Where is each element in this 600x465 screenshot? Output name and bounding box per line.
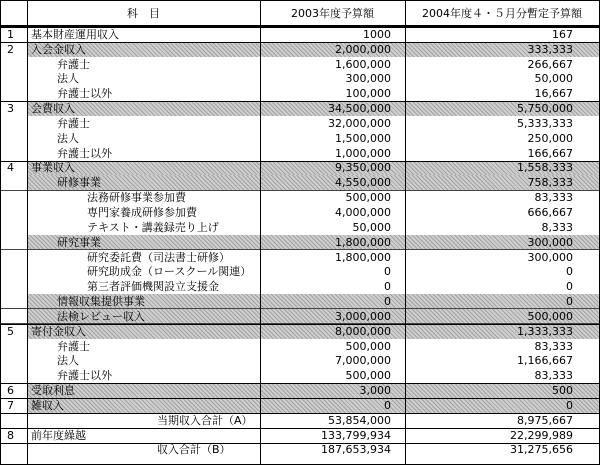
value-2003: 0 xyxy=(384,280,391,294)
value-2004: 83,333 xyxy=(534,339,573,353)
value-2003: 100,000 xyxy=(345,87,391,101)
row-label: 研究事業 xyxy=(27,235,260,250)
value-2003: 187,653,934 xyxy=(321,443,391,457)
row-divider xyxy=(1,383,599,384)
row-number xyxy=(1,279,27,294)
row-divider xyxy=(1,323,599,324)
value-2003: 1000 xyxy=(363,27,391,41)
row-label: 弁護士以外 xyxy=(57,87,112,101)
value-2004: 758,333 xyxy=(405,175,599,190)
row-label: 弁護士 xyxy=(57,116,90,130)
row-label: 法人 xyxy=(57,131,79,145)
table-row xyxy=(1,368,599,383)
value-2003: 7,000,000 xyxy=(335,354,391,368)
table-row xyxy=(1,205,599,220)
value-2003: 1,000,000 xyxy=(335,146,391,160)
row-label: 弁護士 xyxy=(57,339,90,353)
table-row xyxy=(1,72,599,87)
value-2004: 300,000 xyxy=(405,235,599,250)
row-divider xyxy=(1,190,599,191)
row-number xyxy=(1,205,27,220)
row-number: 8 xyxy=(7,428,14,442)
row-number: 2 xyxy=(7,42,14,56)
value-2004: 31,275,656 xyxy=(510,443,573,457)
value-2003: 300,000 xyxy=(345,72,391,86)
row-label: 前年度繰越 xyxy=(31,428,86,442)
row-number xyxy=(1,368,27,383)
value-2004: 167 xyxy=(552,27,573,41)
table-row xyxy=(1,324,599,339)
row-label: 研修事業 xyxy=(27,175,260,190)
row-number xyxy=(1,339,27,354)
row-label: 第三者評価機関設立支援金 xyxy=(87,280,219,294)
column-divider xyxy=(260,1,261,464)
row-number xyxy=(1,175,27,190)
value-2004: 1,166,667 xyxy=(517,354,573,368)
row-divider xyxy=(1,161,599,162)
column-divider xyxy=(405,1,406,464)
value-2003: 9,350,000 xyxy=(260,161,405,176)
value-2003: 3,000 xyxy=(260,383,405,398)
table-row xyxy=(1,86,599,101)
row-label: 弁護士以外 xyxy=(57,146,112,160)
row-number xyxy=(1,353,27,368)
value-2003: 2,000,000 xyxy=(260,42,405,57)
row-divider xyxy=(1,249,599,250)
value-2004: 16,667 xyxy=(534,87,573,101)
row-divider xyxy=(1,428,599,429)
value-2004: 166,667 xyxy=(527,146,573,160)
table-row xyxy=(1,57,599,72)
row-label: テキスト・講義録売り上げ xyxy=(87,220,219,234)
table-row xyxy=(1,42,599,57)
value-2003: 1,800,000 xyxy=(335,250,391,264)
value-2003: 3,000,000 xyxy=(260,309,405,324)
row-number xyxy=(1,264,27,279)
row-divider xyxy=(1,413,599,414)
row-label: 弁護士 xyxy=(57,57,90,71)
value-2004: 333,333 xyxy=(405,42,599,57)
table-row xyxy=(1,294,599,309)
value-2004: 83,333 xyxy=(534,191,573,205)
row-label: 基本財産運用収入 xyxy=(31,27,119,41)
table-row xyxy=(1,175,599,190)
row-number xyxy=(1,86,27,101)
row-label: 受取利息 xyxy=(27,383,260,398)
value-2003: 500,000 xyxy=(345,191,391,205)
value-2004: 500 xyxy=(405,383,599,398)
value-2003: 133,799,934 xyxy=(321,428,391,442)
row-number: 6 xyxy=(7,384,14,398)
value-2003: 50,000 xyxy=(352,220,391,234)
row-divider xyxy=(1,443,599,444)
value-2004: 50,000 xyxy=(534,72,573,86)
value-2004: 22,299,989 xyxy=(510,428,573,442)
value-2003: 500,000 xyxy=(345,339,391,353)
value-2004: 5,333,333 xyxy=(517,116,573,130)
row-divider xyxy=(1,398,599,399)
row-divider xyxy=(1,308,599,309)
row-label: 情報収集提供事業 xyxy=(27,294,260,309)
table-row xyxy=(1,161,599,176)
value-2004: 83,333 xyxy=(534,369,573,383)
row-label: 会費収入 xyxy=(27,101,260,116)
table-row xyxy=(1,131,599,146)
value-2003: 32,000,000 xyxy=(328,116,391,130)
table-row xyxy=(1,146,599,161)
table-row xyxy=(1,235,599,250)
table-row xyxy=(1,413,599,428)
value-2003: 500,000 xyxy=(345,369,391,383)
row-number: 7 xyxy=(7,398,14,412)
value-2004: 0 xyxy=(405,294,599,309)
value-2003: 53,854,000 xyxy=(328,413,391,427)
value-2003: 0 xyxy=(260,398,405,413)
value-2004: 1,333,333 xyxy=(405,324,599,339)
header-2003: 2003年度予算額 xyxy=(291,6,374,20)
value-2003: 34,500,000 xyxy=(260,101,405,116)
row-number xyxy=(1,309,27,324)
row-label: 法人 xyxy=(57,354,79,368)
value-2004: 250,000 xyxy=(527,131,573,145)
header-no-cell xyxy=(1,1,27,25)
value-2003: 1,600,000 xyxy=(335,57,391,71)
row-number: 4 xyxy=(7,161,14,175)
value-2003: 0 xyxy=(384,265,391,279)
row-number xyxy=(1,250,27,265)
table-row xyxy=(1,398,599,413)
row-label: 法人 xyxy=(57,72,79,86)
row-label: 法務研修事業参加費 xyxy=(87,191,186,205)
row-number xyxy=(1,294,27,309)
row-label: 当期収入合計（A） xyxy=(157,413,253,427)
row-label: 研究委託費（司法書士研修） xyxy=(87,250,230,264)
value-2004: 1,558,333 xyxy=(405,161,599,176)
value-2003: 8,000,000 xyxy=(260,324,405,339)
table-row xyxy=(1,116,599,131)
row-number xyxy=(1,146,27,161)
value-2003: 0 xyxy=(260,294,405,309)
row-label: 研究助成金（ロースクール関連） xyxy=(87,265,252,279)
row-number xyxy=(1,443,27,458)
table-row xyxy=(1,190,599,205)
value-2003: 1,800,000 xyxy=(260,235,405,250)
value-2004: 5,750,000 xyxy=(405,101,599,116)
row-number xyxy=(1,235,27,250)
header-item: 科 目 xyxy=(127,6,160,20)
value-2003: 4,550,000 xyxy=(260,175,405,190)
table-row xyxy=(1,27,599,42)
row-label: 寄付金収入 xyxy=(27,324,260,339)
row-number: 1 xyxy=(7,27,14,41)
row-number xyxy=(1,413,27,428)
table-row xyxy=(1,309,599,324)
row-label: 入会金収入 xyxy=(27,42,260,57)
table-row xyxy=(1,428,599,443)
row-label: 法検レビュー収入 xyxy=(27,309,260,324)
column-divider xyxy=(27,1,28,464)
value-2004: 500,000 xyxy=(405,309,599,324)
table-row xyxy=(1,339,599,354)
row-number: 5 xyxy=(7,324,14,338)
row-number xyxy=(1,220,27,235)
value-2004: 666,667 xyxy=(527,205,573,219)
row-label: 雑収入 xyxy=(27,398,260,413)
table-row xyxy=(1,250,599,265)
row-number xyxy=(1,116,27,131)
value-2004: 266,667 xyxy=(527,57,573,71)
row-number xyxy=(1,190,27,205)
row-number: 3 xyxy=(7,102,14,116)
value-2004: 0 xyxy=(566,280,573,294)
value-2003: 4,000,000 xyxy=(335,205,391,219)
value-2004: 0 xyxy=(566,265,573,279)
row-divider xyxy=(1,42,599,43)
value-2004: 0 xyxy=(405,398,599,413)
table-row xyxy=(1,279,599,294)
table-row xyxy=(1,264,599,279)
header-2004: 2004年度４・５月分暫定予算額 xyxy=(422,6,582,20)
value-2004: 8,975,667 xyxy=(517,413,573,427)
row-label: 弁護士以外 xyxy=(57,369,112,383)
table-row xyxy=(1,220,599,235)
table-row xyxy=(1,353,599,368)
value-2004: 8,333 xyxy=(541,220,573,234)
row-label: 専門家養成研修参加費 xyxy=(87,205,197,219)
row-number xyxy=(1,131,27,146)
value-2004: 300,000 xyxy=(527,250,573,264)
value-2003: 1,500,000 xyxy=(335,131,391,145)
table-row xyxy=(1,383,599,398)
row-label: 収入合計（B） xyxy=(157,443,231,457)
row-label: 事業収入 xyxy=(27,161,260,176)
row-number xyxy=(1,57,27,72)
table-row xyxy=(1,443,599,458)
table-header xyxy=(1,1,599,25)
row-number xyxy=(1,72,27,87)
row-divider xyxy=(1,101,599,102)
row-divider xyxy=(1,27,599,28)
table-row xyxy=(1,101,599,116)
